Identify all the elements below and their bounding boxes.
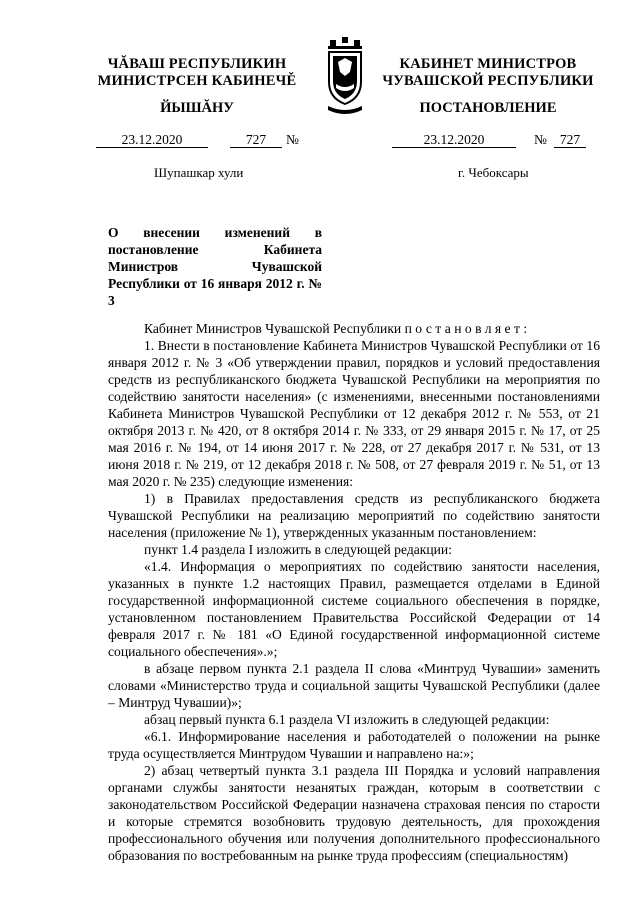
date-number-line-chuvash [96,132,316,148]
number-field-russian: 727 [554,132,586,148]
body-paragraph: в абзаце первом пункта 2.1 раздела II слова «Минтруд Чувашии» заменить словами «Министерство труда и социальной защиты Чувашской Республики (далее – Минтруд Чувашии)»; [108,661,600,710]
date-field-chuvash: 23.12.2020 [96,132,208,148]
header-russian [372,56,604,90]
body-paragraph: пункт 1.4 раздела I изложить в следующей редакции: [144,542,452,557]
doc-type-russian: ПОСТАНОВЛЕНИЕ [419,100,557,116]
body-paragraph: 1. Внести в постановление Кабинета Министров Чувашской Республики от 16 января 2012 г. № 3 «Об утверждении правил, порядков и условий предоставления средств из республиканского бюджета Чувашской Республики на мероприятия по содействию занятости населения» (с изменениями, внесенными постановлениями Кабинета Министров Чувашской Республики от 12 декабря 2012 г. № 553, от 21 октября 2013 г. № 420, от 8 октября 2014 г. № 333, от 29 января 2015 г. № 17, от 25 мая 2016 г. № 194, от 14 июня 2017 г. № 228, от 27 декабря 2017 г. № 531, от 13 июня 2018 г. № 219, от 12 декабря 2018 г. № 508, от 27 февраля 2019 г. № 51, от 13 мая 2020 г. № 235) следующие изменения: [108,338,600,489]
number-sign-chuvash: № [286,132,299,147]
city-chuvash: Шупашкар хули [154,165,244,180]
body-paragraph: абзац первый пункта 6.1 раздела VI изложить в следующей редакции: [144,712,550,727]
body-paragraph: 1) в Правилах предоставления средств из республиканского бюджета Чувашской Республики на реализацию мероприятий по содействию занятости населения (приложение № 1), утвержденных указанным постановлением: [108,491,600,540]
intro-paragraph [108,320,600,337]
header-chuvash [92,56,302,90]
body-paragraph: 2) абзац четвертый пункта 3.1 раздела III Порядка и условий направления органами службы занятости незанятых граждан, которым в соответствии с законодательством Российской Федерации назначена страховая пенсия по старости и которые стремятся возобновить трудовую деятельность, для прохождения профессионального обучения или получения дополнительного профессионального образования по востребованным на рынке труда профессиям (специальностям) [108,763,600,863]
header-russian-line1: КАБИНЕТ МИНИСТРОВ [399,56,577,72]
city-russian: г. Чебоксары [458,165,529,180]
intro-verb: постановляет: [404,321,531,336]
document-body [108,320,600,864]
doc-type-chuvash: ЙЫШĂНУ [160,100,234,116]
header-chuvash-line1: ЧĂВАШ РЕСПУБЛИКИН [107,56,287,72]
document-subject: О внесении изменений в постановление Кабинета Министров Чувашской Республики от 16 января 2012 г. № 3 [108,225,322,308]
number-sign-russian: № [534,132,547,147]
date-field-russian: 23.12.2020 [392,132,516,148]
header-chuvash-line2: МИНИСТРСЕН КАБИНЕЧĚ [97,73,297,89]
body-paragraph: «6.1. Информирование населения и работодателей о положении на рынке труда осуществляется Минтрудом Чувашии и направлено на:»; [108,729,600,761]
date-number-line-russian [392,132,604,148]
coat-of-arms-emblem [324,36,366,118]
header-russian-line2: ЧУВАШСКОЙ РЕСПУБЛИКИ [382,73,594,89]
number-field-chuvash: 727 [230,132,282,148]
intro-text: Кабинет Министров Чувашской Республики [144,321,402,336]
body-paragraph: «1.4. Информация о мероприятиях по содействию занятости населения, указанных в пункте 1.2 настоящих Правил, размещается отделами в Единой государственной информационной системе социального обеспечения в порядке, установленном постановлением Правительства Российской Федерации от 14 февраля 2017 г. № 181 «О Единой государственной информационной системе социального обеспечения».»; [108,559,600,659]
